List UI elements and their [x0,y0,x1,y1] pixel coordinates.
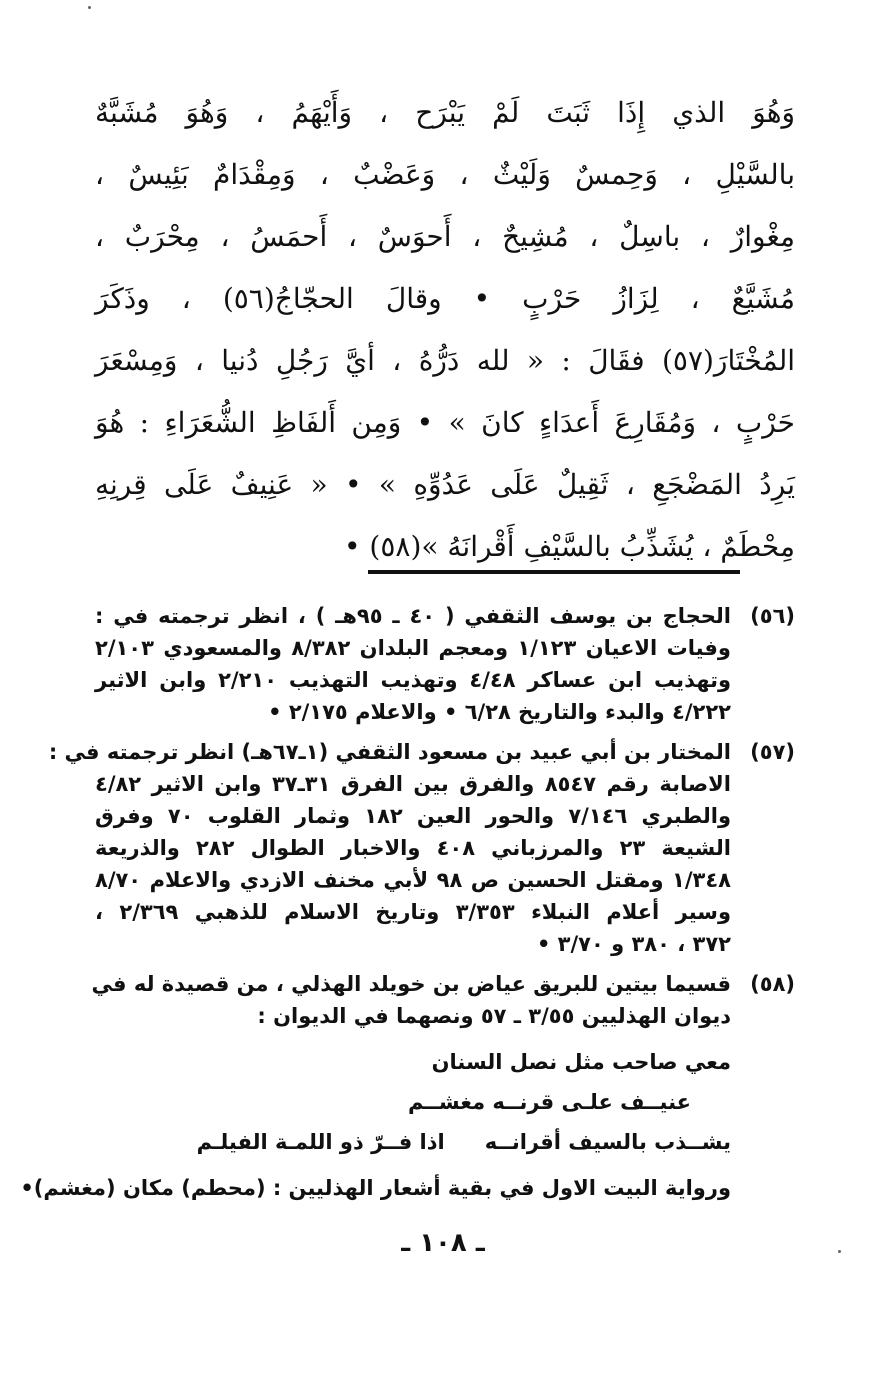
scan-speck [88,6,91,9]
main-text-line: المُخْتَارَ(٥٧) فقَالَ : « لله دَرُّهُ ، أيَّ رَجُلِ دُنيا ، وَمِسْعَرَ [95,344,795,377]
main-text-line: حَرْبٍ ، وَمُقَارِعَ أَعدَاءٍ كانَ » • وَمِن أَلفَاظِ الشُّعَرَاءِ : هُوَ [95,406,795,439]
main-text-line: مِغْوارٌ ، باسِلٌ ، مُشِيحٌ ، أَحوَسٌ ، أَحمَسُ ، مِحْرَبٌ ، [95,220,795,253]
footnote-number: (٥٧) [750,740,795,764]
footnote-line: وفيات الاعيان ١/١٢٣ ومعجم البلدان ٨/٣٨٢ والمسعودي ٢/١٠٣ [95,636,731,660]
footnote-line: ٣٧٢ ، ٣٨٠ و ٣/٧٠ • [536,932,731,956]
main-text-line: بالسَّيْلِ ، وَحِمسٌ وَلَيْثٌ ، وَعَضْبٌ ، وَمِقْدَامٌ بَئِيسٌ ، [95,158,795,191]
footnote-body [91,968,731,1032]
footnote-line: والطبري ٧/١٤٦ والحور العين ١٨٢ وثمار القلوب ٧٠ وفرق [95,804,732,828]
poem-hemistich: عنيــف علـى قرنــه مغشــم [408,1090,691,1114]
footnote-line: الاصابة رقم ٨٥٤٧ والفرق بين الفرق ٣١ـ٣٧ وابن الاثير ٤/٨٢ [95,772,731,796]
page-number: ـ ١٠٨ ـ [401,1228,485,1258]
footnote-58 [20,968,795,1208]
footnote-line: المختار بن أبي عبيد بن مسعود الثقفي (١ـ٦٧هـ) انظر ترجمته في : [48,740,731,764]
footnote-line: ٤/٢٢٢ والبدء والتاريخ ٦/٢٨ • والاعلام ٢/١٧٥ • [268,700,731,724]
main-text-line: مِحْطَمٌ ، يُشَذِّبُ بالسَّيْفِ أَقْرانَهُ »(٥٨) • [344,530,795,563]
main-text-line: مُشَيَّعٌ ، لِزَازُ حَرْبٍ • وقالَ الحجّاجُ(٥٦) ، وذَكَرَ [95,282,795,315]
poem-hemistich: اذا فــرّ ذو اللمـة الفيلـم [196,1130,445,1154]
main-text-line: وَهُوَ الذي إِذَا ثَبَتَ لَمْ يَبْرَح ، وَأَيْهَمُ ، وَهُوَ مُشَبَّهٌ [95,96,795,129]
poem-couplet [95,1122,731,1162]
footnote-body [95,600,731,728]
footnote-line: الحجاج بن يوسف الثقفي ( ٤٠ ـ ٩٥هـ ) ، انظر ترجمته في : [95,604,731,628]
footnote-56 [95,600,795,728]
footnote-line: وسير أعلام النبلاء ٣/٣٥٣ وتاريخ الاسلام للذهبي ٢/٣٦٩ ، [95,900,732,924]
footnote-line: ١/٣٤٨ ومقتل الحسين ص ٩٨ لأبي مخنف الازدي والاعلام ٨/٧٠ [95,868,731,892]
poem-verses [95,1042,731,1162]
poem-hemistich: معي صاحب مثل نصل السنان [431,1050,731,1074]
footnote-line: قسيما بيتين للبريق عياض بن خويلد الهذلي ، من قصيدة له في [91,972,731,996]
main-body-text [95,82,795,578]
footnotes-section [20,600,795,1216]
main-text-line: يَرِدُ المَضْجَعِ ، ثَقِيلٌ عَلَى عَدُوِّهِ » • « عَنِيفٌ عَلَى قِرنِهِ [95,468,795,501]
footnote-line: وتهذيب ابن عساكر ٤/٤٨ وتهذيب التهذيب ٢/٢١٠ وابن الاثير [95,668,732,692]
poem-hemistich: يشــذب بالسيف أقرانــه [484,1130,731,1154]
footnote-57 [48,736,795,960]
footnote-body [48,736,732,960]
footnote-number: (٥٦) [750,604,795,628]
footnote-number: (٥٨) [750,972,795,996]
footnote-line: الشيعة ٢٣ والمرزباني ٤٠٨ والاخبار الطوال ٢٨٢ والذريعة [95,836,731,860]
footnote-separator-rule [368,570,740,574]
variant-reading-note: ورواية البيت الاول في بقية أشعار الهذليين : (محطم) مكان (مغشم)• [20,1176,731,1200]
scan-speck [838,1250,841,1253]
footnote-line: ديوان الهذليين ٣/٥٥ ـ ٥٧ ونصهما في الديوان : [257,1004,731,1028]
